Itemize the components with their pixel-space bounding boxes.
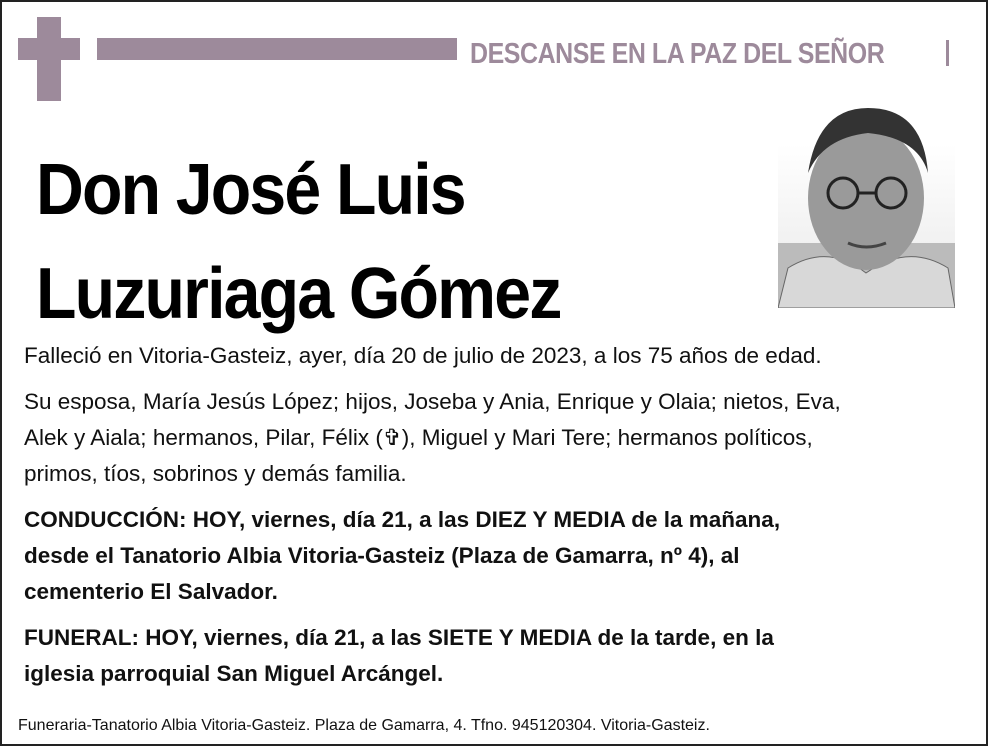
text-line: Alek y Aiala; hermanos, Pilar, Félix (✞), Miguel y Mari Tere; hermanos políticos, <box>24 425 813 450</box>
text-line: CONDUCCIÓN: HOY, viernes, día 21, a las DIEZ Y MEDIA de la mañana, <box>24 507 781 532</box>
name-line-1: Don José Luis <box>36 150 465 230</box>
header-motto-end-rule <box>946 40 949 66</box>
text-line: iglesia parroquial San Miguel Arcángel. <box>24 661 444 686</box>
text-line: cementerio El Salvador. <box>24 579 278 604</box>
funeral-info <box>24 620 964 692</box>
header-rule <box>97 38 457 60</box>
text-line: Su esposa, María Jesús López; hijos, Joseba y Ania, Enrique y Olaia; nietos, Eva, <box>24 389 841 414</box>
funeral-home-footer: Funeraria-Tanatorio Albia Vitoria-Gasteiz. Plaza de Gamarra, 4. Tfno. 945120304. Vitoria-Gasteiz. <box>18 717 710 734</box>
header-motto: DESCANSE EN LA PAZ DEL SEÑOR <box>470 38 885 70</box>
text-line: FUNERAL: HOY, viernes, día 21, a las SIETE Y MEDIA de la tarde, en la <box>24 625 774 650</box>
text-line: desde el Tanatorio Albia Vitoria-Gasteiz (Plaza de Gamarra, nº 4), al <box>24 543 740 568</box>
family-list <box>24 384 964 492</box>
procession-info <box>24 502 964 610</box>
deceased-name <box>36 138 606 346</box>
cross-icon-arm <box>18 38 80 60</box>
death-notice <box>24 338 964 374</box>
text-line: Falleció en Vitoria-Gasteiz, ayer, día 20 de julio de 2023, a los 75 años de edad. <box>24 343 822 368</box>
name-line-2: Luzuriaga Gómez <box>36 254 561 334</box>
portrait-photo <box>778 103 955 308</box>
obituary-body <box>24 338 964 702</box>
text-line: primos, tíos, sobrinos y demás familia. <box>24 461 407 486</box>
